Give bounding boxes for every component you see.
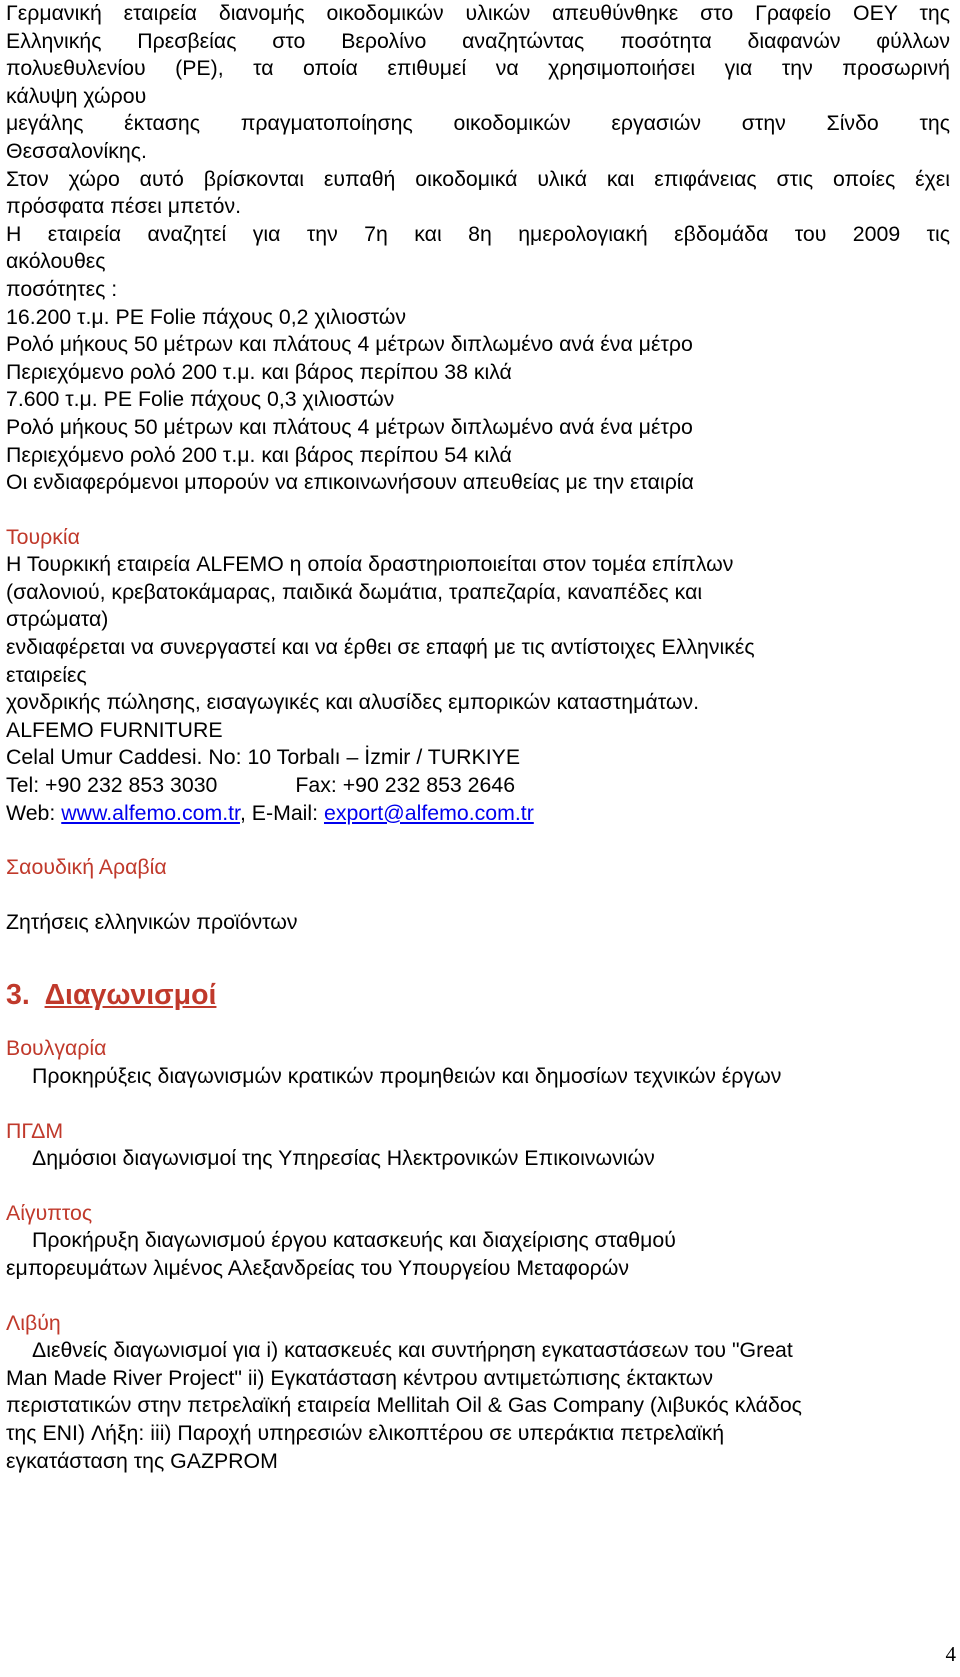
text-line: Ζητήσεις ελληνικών προϊόντων <box>6 909 298 934</box>
tender-line: περιστατικών στην πετρελαϊκή εταιρεία Mellitah Oil & Gas Company (λιβυκός κλάδος <box>6 1393 802 1418</box>
egypt-section <box>6 1200 950 1283</box>
tender-line: εμπορευμάτων λιμένος Αλεξανδρείας του Υπουργείου Μεταφορών <box>6 1255 630 1280</box>
text-line: Ελληνικής Πρεσβείας στο Βερολίνο αναζητώντας ποσότητα διαφανών φύλλων <box>6 28 950 53</box>
text-line: στρώματα) <box>6 607 109 632</box>
tender-line: Προκήρυξη διαγωνισμού έργου κατασκευής και διαχείρισης σταθμού <box>32 1228 676 1253</box>
section-title <box>6 978 950 1012</box>
country-heading-fyrom: ΠΓΔΜ <box>6 1118 64 1143</box>
text-line: Περιεχόμενο ρολό 200 τ.μ. και βάρος περίπου 54 κιλά <box>6 442 512 467</box>
country-heading-bulgaria: Βουλγαρία <box>6 1036 107 1061</box>
text-line: χονδρικής πώλησης, εισαγωγικές και αλυσίδες εμπορικών καταστημάτων. <box>6 690 700 715</box>
text-line: πολυεθυλενίου (PE), τα οποία επιθυμεί να χρησιμοποιήσει για την προσωρινή <box>6 56 950 81</box>
saudi-section <box>6 854 950 936</box>
tender-line: εγκατάσταση της GAZPROM <box>6 1448 278 1473</box>
country-heading-saudi-arabia: Σαουδική Αραβία <box>6 855 167 880</box>
text-line: Στον χώρο αυτό βρίσκονται ευπαθή οικοδομικά υλικά και επιφάνειας στις οποίες έχει <box>6 166 950 191</box>
text-line: Περιεχόμενο ρολό 200 τ.μ. και βάρος περίπου 38 κιλά <box>6 359 512 384</box>
text-line: Γερμανική εταιρεία διανομής οικοδομικών υλικών απευθύνθηκε στο Γραφείο ΟΕΥ της <box>6 1 950 25</box>
email-label: , E-Mail: <box>239 800 324 825</box>
text-line: Η Τουρκική εταιρεία ALFEMO η οποία δραστηριοποιείται στον τομέα επίπλων <box>6 552 734 577</box>
text-line: 16.200 τ.μ. PE Folie πάχους 0,2 χιλιοστών <box>6 304 407 329</box>
text-line: πρόσφατα πέσει μπετόν. <box>6 194 242 219</box>
text-line: Ρολό μήκους 50 μέτρων και πλάτους 4 μέτρων διπλωμένο ανά ένα μέτρο <box>6 332 693 357</box>
contact-phone-line <box>6 772 950 800</box>
company-address: Celal Umur Caddesi. No: 10 Torbalı – İzmir / TURKIYE <box>6 745 521 770</box>
text-line: Οι ενδιαφερόμενοι μπορούν να επικοινωνήσουν απευθείας με την εταιρία <box>6 470 694 495</box>
text-line: εταιρείες <box>6 662 87 687</box>
text-line: κάλυψη χώρου <box>6 83 147 108</box>
bulgaria-section <box>6 1035 950 1090</box>
libya-section <box>6 1310 950 1476</box>
tender-line: της ENI) Λήξη: iii) Παροχή υπηρεσιών ελικοπτέρου σε υπεράκτια πετρελαϊκή <box>6 1420 725 1445</box>
turkey-section <box>6 524 950 828</box>
text-line: ποσότητες : <box>6 276 118 301</box>
text-line: μεγάλης έκτασης πραγματοποίησης οικοδομικών εργασιών στην Σίνδο της <box>6 111 950 136</box>
text-line: Η εταιρεία αναζητεί για την 7η και 8η ημερολογιακή εβδομάδα του 2009 τις <box>6 221 950 246</box>
page-number: 4 <box>945 1642 956 1666</box>
web-label: Web: <box>6 800 62 825</box>
text-line: Ρολό μήκους 50 μέτρων και πλάτους 4 μέτρων διπλωμένο ανά ένα μέτρο <box>6 414 693 439</box>
country-heading-libya: Λιβύη <box>6 1310 61 1335</box>
phone-number: Tel: +90 232 853 3030 <box>6 773 218 798</box>
text-line: (σαλονιού, κρεβατοκάμαρας, παιδικά δωμάτια, τραπεζαρία, καναπέδες και <box>6 579 703 604</box>
email-link[interactable]: export@alfemo.com.tr <box>323 800 534 825</box>
company-name: ALFEMO FURNITURE <box>6 717 223 742</box>
contact-web-line <box>6 800 950 828</box>
fax-number: Fax: +90 232 853 2646 <box>295 773 516 798</box>
germany-section <box>6 0 950 497</box>
country-heading-turkey: Τουρκία <box>6 524 80 549</box>
tender-line: Διεθνείς διαγωνισμοί για i) κατασκευές και συντήρηση εγκαταστάσεων του "Great <box>32 1338 793 1363</box>
text-line: Θεσσαλονίκης. <box>6 138 147 163</box>
section-title-text: Διαγωνισμοί <box>44 979 217 1012</box>
section-number: 3. <box>6 979 30 1012</box>
tender-line: Δημόσιοι διαγωνισμοί της Υπηρεσίας Ηλεκτρονικών Επικοινωνιών <box>32 1146 655 1171</box>
country-heading-egypt: Αίγυπτος <box>6 1200 93 1225</box>
text-line: ενδιαφέρεται να συνεργαστεί και να έρθει σε επαφή με τις αντίστοιχες Ελληνικές <box>6 635 755 660</box>
tender-line: Man Made River Project" ii) Εγκατάσταση κέντρου αντιμετώπισης έκτακτων <box>6 1365 714 1390</box>
document-page <box>6 0 950 1475</box>
tender-line: Προκηρύξεις διαγωνισμών κρατικών προμηθειών και δημοσίων τεχνικών έργων <box>32 1064 782 1088</box>
fyrom-section <box>6 1118 950 1173</box>
text-line: ακόλουθες <box>6 249 106 274</box>
website-link[interactable]: www.alfemo.com.tr <box>61 800 240 825</box>
text-line: 7.600 τ.μ. PE Folie πάχους 0,3 χιλιοστών <box>6 387 395 412</box>
